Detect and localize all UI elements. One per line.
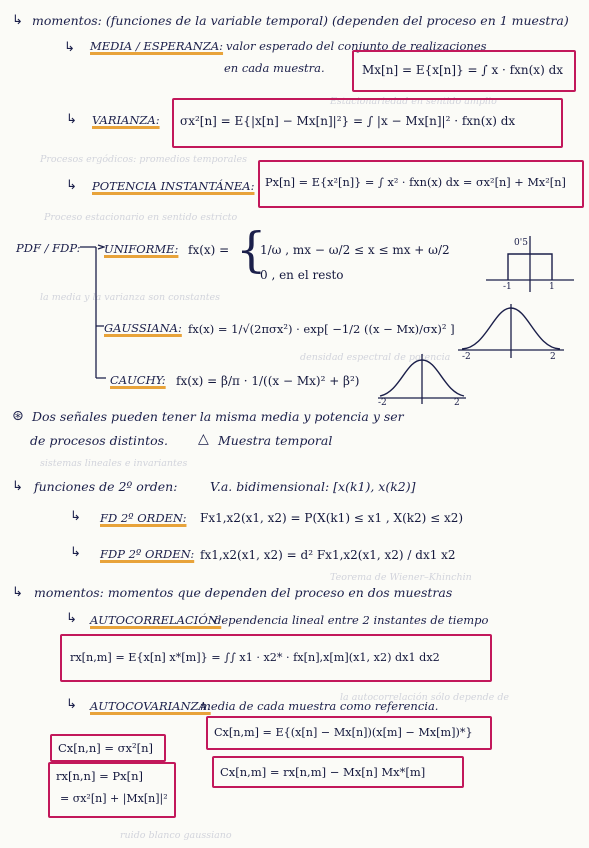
hook-arrow-icon: ↳ bbox=[66, 112, 77, 127]
bleed-text: la media y la varianza son constantes bbox=[40, 292, 221, 303]
note-line-1: Dos señales pueden tener la misma media y potencia y ser bbox=[32, 409, 404, 424]
uniforme-case-1: 1/ω , mx − ω/2 ≤ x ≤ mx + ω/2 bbox=[260, 243, 450, 257]
note-line-3: Muestra temporal bbox=[218, 433, 333, 448]
hook-arrow-icon: ↳ bbox=[70, 545, 81, 560]
note-line-2: de procesos distintos. bbox=[30, 433, 169, 448]
uniforme-tick-neg: -1 bbox=[503, 282, 512, 292]
hook-arrow-icon: ↳ bbox=[70, 509, 81, 524]
hook-arrow-icon: ↳ bbox=[12, 479, 23, 494]
bleed-text: sistemas lineales e invariantes bbox=[40, 458, 188, 469]
autocorrelacion-label: AUTOCORRELACIÓN: bbox=[90, 613, 222, 627]
bleed-text: Proceso estacionario en sentido estricto bbox=[44, 212, 238, 223]
gaussiana-tick-neg: -2 bbox=[462, 352, 471, 362]
autocorrelacion-formula: rx[n,m] = E{x[n] x*[m]} = ∫∫ x1 · x2* · fx[n],x[m](x1, x2) dx1 dx2 bbox=[70, 651, 440, 664]
media-label: MEDIA / ESPERANZA: bbox=[90, 39, 224, 53]
brace-icon: { bbox=[236, 222, 267, 278]
uniforme-fx: fx(x) = bbox=[188, 243, 230, 257]
potencia-label: POTENCIA INSTANTÁNEA: bbox=[92, 179, 255, 193]
moments-2-heading: momentos: momentos que dependen del proceso en dos muestras bbox=[34, 585, 453, 600]
gaussiana-formula: fx(x) = 1/√(2πσx²) · exp[ −1/2 ((x − Mx)/σx)² ] bbox=[188, 322, 455, 336]
autocovarianza-label: AUTOCOVARIANZA: bbox=[90, 699, 211, 713]
autocovarianza-description: media de cada muestra como referencia. bbox=[200, 699, 439, 713]
uniforme-peak-label: 0'5 bbox=[514, 238, 528, 248]
cauchy-tick-pos: 2 bbox=[454, 398, 460, 408]
bleed-text: ruido blanco gaussiano bbox=[120, 830, 232, 841]
fd-formula: Fx1,x2(x1, x2) = P(X(k1) ≤ x1 , X(k2) ≤ x2) bbox=[200, 511, 464, 525]
pdf-label: PDF / FDP: bbox=[16, 241, 81, 255]
hook-arrow-icon: ↳ bbox=[12, 585, 23, 600]
hook-arrow-icon: ↳ bbox=[66, 611, 77, 626]
moments-heading: momentos: (funciones de la variable temporal) (dependen del proceso en 1 muestra) bbox=[32, 13, 569, 28]
gaussiana-tick-pos: 2 bbox=[550, 352, 556, 362]
cx-nn-formula: Cx[n,n] = σx²[n] bbox=[58, 741, 153, 755]
bleed-text: la autocorrelación sólo depende de bbox=[340, 692, 510, 703]
fdp-formula: fx1,x2(x1, x2) = d² Fx1,x2(x1, x2) / dx1 x2 bbox=[200, 548, 456, 562]
autocovarianza-formula: Cx[n,m] = E{(x[n] − Mx[n])(x[m] − Mx[m])*} bbox=[214, 726, 473, 739]
bleed-text: Estacionariedad en sentido amplio bbox=[330, 96, 497, 107]
uniforme-sketch bbox=[482, 232, 578, 296]
cauchy-formula: fx(x) = β/π · 1/((x − Mx)² + β²) bbox=[176, 374, 360, 388]
gaussiana-label: GAUSSIANA: bbox=[104, 321, 182, 335]
delta-icon: △ bbox=[198, 431, 209, 447]
hook-arrow-icon: ↳ bbox=[12, 13, 23, 28]
media-formula: Mx[n] = E{x[n]} = ∫ x · fxn(x) dx bbox=[362, 63, 564, 77]
potencia-formula: Px[n] = E{x²[n]} = ∫ x² · fxn(x) dx = σx²[n] + Mx²[n] bbox=[265, 176, 566, 189]
varianza-formula: σx²[n] = E{|x[n] − Mx[n]|²} = ∫ |x − Mx[n]|² · fxn(x) dx bbox=[180, 114, 516, 128]
bleed-text: Procesos ergódicos: promedios temporales bbox=[40, 154, 248, 165]
second-order-heading: funciones de 2º orden: bbox=[34, 479, 178, 494]
hook-arrow-icon: ↳ bbox=[66, 178, 77, 193]
fd-label: FD 2º ORDEN: bbox=[100, 511, 187, 525]
cauchy-tick-neg: -2 bbox=[378, 398, 387, 408]
fdp-label: FDP 2º ORDEN: bbox=[100, 547, 195, 561]
varianza-label: VARIANZA: bbox=[92, 113, 160, 127]
rx-nn-formula: rx[n,n] = Px[n] bbox=[56, 769, 143, 783]
asterisk-icon: ⊛ bbox=[12, 408, 24, 424]
hook-arrow-icon: ↳ bbox=[64, 40, 75, 55]
uniforme-case-2: 0 , en el resto bbox=[260, 268, 344, 282]
hook-arrow-icon: ↳ bbox=[66, 697, 77, 712]
media-description: valor esperado del conjunto de realizaciones bbox=[226, 39, 487, 53]
bleed-text: densidad espectral de potencia bbox=[300, 352, 451, 363]
autocorrelacion-description: dependencia lineal entre 2 instantes de tiempo bbox=[214, 613, 489, 627]
autocovarianza-relation: Cx[n,m] = rx[n,m] − Mx[n] Mx*[m] bbox=[220, 765, 426, 779]
uniforme-tick-pos: 1 bbox=[549, 282, 555, 292]
bleed-text: Teorema de Wiener–Khinchin bbox=[330, 572, 472, 583]
cauchy-label: CAUCHY: bbox=[110, 373, 166, 387]
uniforme-label: UNIFORME: bbox=[104, 242, 179, 256]
bivariate-heading: V.a. bidimensional: [x(k1), x(k2)] bbox=[210, 479, 416, 494]
rx-nn-expansion: = σx²[n] + |Mx[n]|² bbox=[60, 792, 168, 805]
media-description-2: en cada muestra. bbox=[224, 61, 325, 75]
